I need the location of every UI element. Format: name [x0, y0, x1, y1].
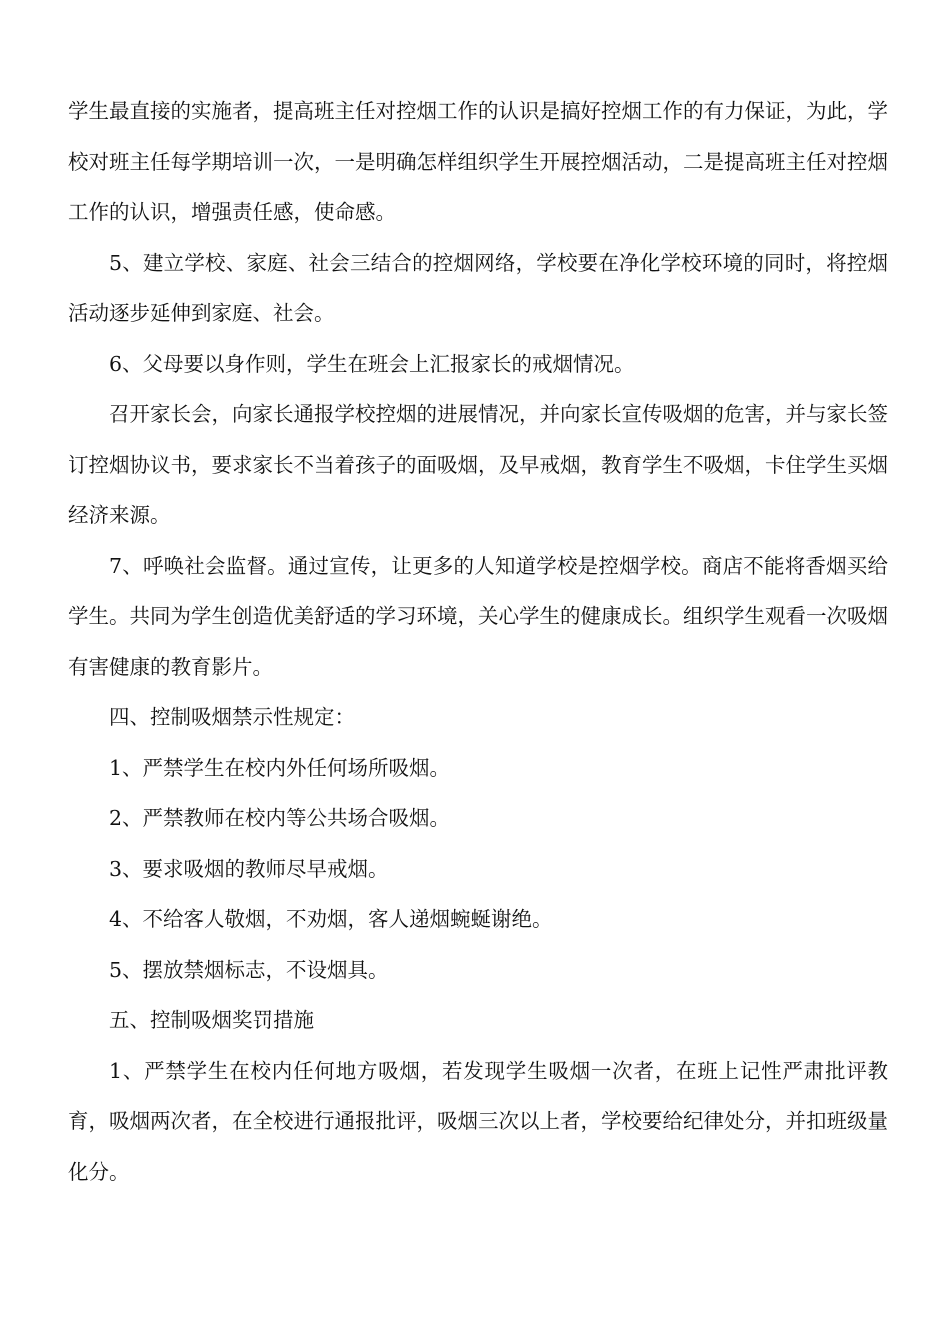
section-heading-5: 五、控制吸烟奖罚措施 [109, 1008, 314, 1032]
rule-item-3: 3、要求吸烟的教师尽早戒烟。 [109, 856, 389, 881]
paragraph-item-5: 5、建立学校、家庭、社会三结合的控烟网络，学校要在净化学校环境的同时，将控烟活动逐步延伸到家庭、社会。 [68, 250, 888, 325]
document-body [68, 86, 888, 1197]
paragraph-item-6: 6、父母要以身作则，学生在班会上汇报家长的戒烟情况。 [109, 351, 635, 376]
rule-item-4: 4、不给客人敬烟，不劝烟，客人递烟蜿蜒谢绝。 [109, 907, 553, 931]
paragraph-continuation: 学生最直接的实施者，提高班主任对控烟工作的认识是搞好控烟工作的有力保证，为此，学校对班主任每学期培训一次，一是明确怎样组织学生开展控烟活动，二是提高班主任对控烟工作的认识，增强责任感，使命感。 [68, 99, 888, 224]
penalty-item-1: 1、严禁学生在校内任何地方吸烟，若发现学生吸烟一次者，在班上记性严肃批评教育，吸烟两次者，在全校进行通报批评，吸烟三次以上者，学校要给纪律处分，并扣班级量化分。 [68, 1058, 888, 1184]
section-heading-4: 四、控制吸烟禁示性规定： [109, 705, 355, 729]
rule-item-5: 5、摆放禁烟标志，不设烟具。 [109, 957, 389, 982]
rule-item-2: 2、严禁教师在校内等公共场合吸烟。 [109, 806, 451, 830]
paragraph-parent-meeting: 召开家长会，向家长通报学校控烟的进展情况，并向家长宣传吸烟的危害，并与家长签订控烟协议书，要求家长不当着孩子的面吸烟，及早戒烟，教育学生不吸烟，卡住学生买烟经济来源。 [68, 402, 888, 527]
paragraph-item-7: 7、呼唤社会监督。通过宣传，让更多的人知道学校是控烟学校。商店不能将香烟买给学生。共同为学生创造优美舒适的学习环境，关心学生的健康成长。组织学生观看一次吸烟有害健康的教育影片。 [68, 553, 888, 679]
rule-item-1: 1、严禁学生在校内外任何场所吸烟。 [109, 755, 451, 780]
